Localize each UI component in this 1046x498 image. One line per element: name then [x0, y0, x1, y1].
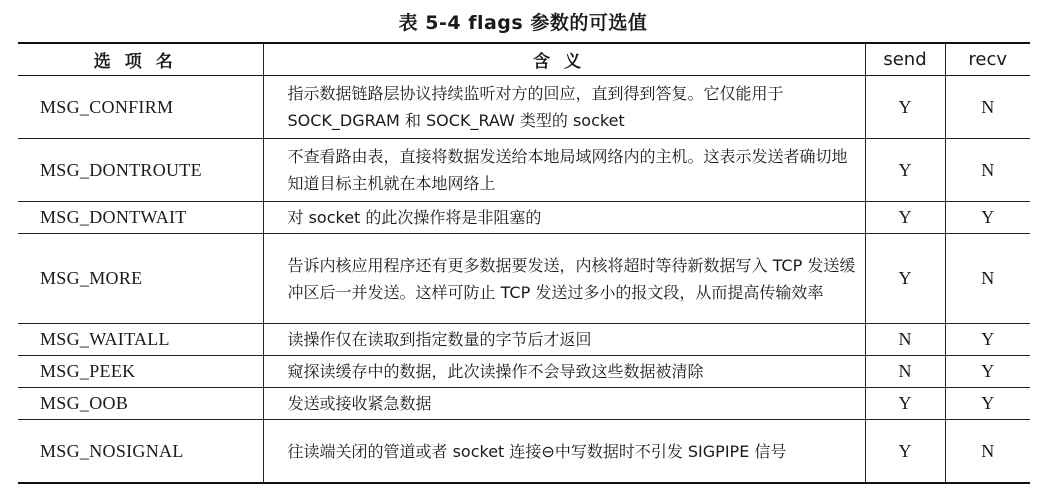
option-description: 指示数据链路层协议持续监听对方的回应，直到得到答复。它仅能用于 SOCK_DGRAM 和 SOCK_RAW 类型的 socket — [263, 76, 865, 139]
option-description: 发送或接收紧急数据 — [263, 388, 865, 420]
send-flag: Y — [865, 388, 945, 420]
recv-flag: Y — [945, 388, 1030, 420]
option-description: 不查看路由表，直接将数据发送给本地局域网络内的主机。这表示发送者确切地知道目标主机就在本地网络上 — [263, 139, 865, 202]
option-description: 读操作仅在读取到指定数量的字节后才返回 — [263, 324, 865, 356]
send-flag: N — [865, 324, 945, 356]
option-name: MSG_OOB — [18, 388, 263, 420]
recv-flag: N — [945, 76, 1030, 139]
recv-flag: N — [945, 234, 1030, 324]
option-name: MSG_NOSIGNAL — [18, 420, 263, 484]
table-row — [18, 202, 1030, 234]
option-description: 往读端关闭的管道或者 socket 连接⊖中写数据时不引发 SIGPIPE 信号 — [263, 420, 865, 484]
recv-flag: Y — [945, 324, 1030, 356]
table-row — [18, 356, 1030, 388]
header-meaning: 含义 — [263, 43, 865, 76]
table-row — [18, 139, 1030, 202]
send-flag: Y — [865, 420, 945, 484]
flags-table — [18, 42, 1030, 484]
table-row — [18, 420, 1030, 484]
table-row — [18, 388, 1030, 420]
table-caption: 表 5-4 flags 参数的可选值 — [398, 12, 648, 34]
header-option-name: 选项名 — [18, 43, 263, 76]
option-name: MSG_MORE — [18, 234, 263, 324]
table-row — [18, 76, 1030, 139]
header-send: send — [865, 43, 945, 76]
send-flag: Y — [865, 139, 945, 202]
option-description: 对 socket 的此次操作将是非阻塞的 — [263, 202, 865, 234]
option-description: 窥探读缓存中的数据，此次读操作不会导致这些数据被清除 — [263, 356, 865, 388]
header-recv: recv — [945, 43, 1030, 76]
option-name: MSG_PEEK — [18, 356, 263, 388]
recv-flag: Y — [945, 356, 1030, 388]
recv-flag: N — [945, 420, 1030, 484]
table-row — [18, 234, 1030, 324]
option-description: 告诉内核应用程序还有更多数据要发送，内核将超时等待新数据写入 TCP 发送缓冲区后一并发送。这样可防止 TCP 发送过多小的报文段，从而提高传输效率 — [263, 234, 865, 324]
recv-flag: N — [945, 139, 1030, 202]
table-row — [18, 324, 1030, 356]
option-name: MSG_DONTROUTE — [18, 139, 263, 202]
send-flag: Y — [865, 76, 945, 139]
send-flag: Y — [865, 234, 945, 324]
send-flag: Y — [865, 202, 945, 234]
header-row — [18, 43, 1030, 76]
send-flag: N — [865, 356, 945, 388]
option-name: MSG_CONFIRM — [18, 76, 263, 139]
option-name: MSG_WAITALL — [18, 324, 263, 356]
option-name: MSG_DONTWAIT — [18, 202, 263, 234]
recv-flag: Y — [945, 202, 1030, 234]
